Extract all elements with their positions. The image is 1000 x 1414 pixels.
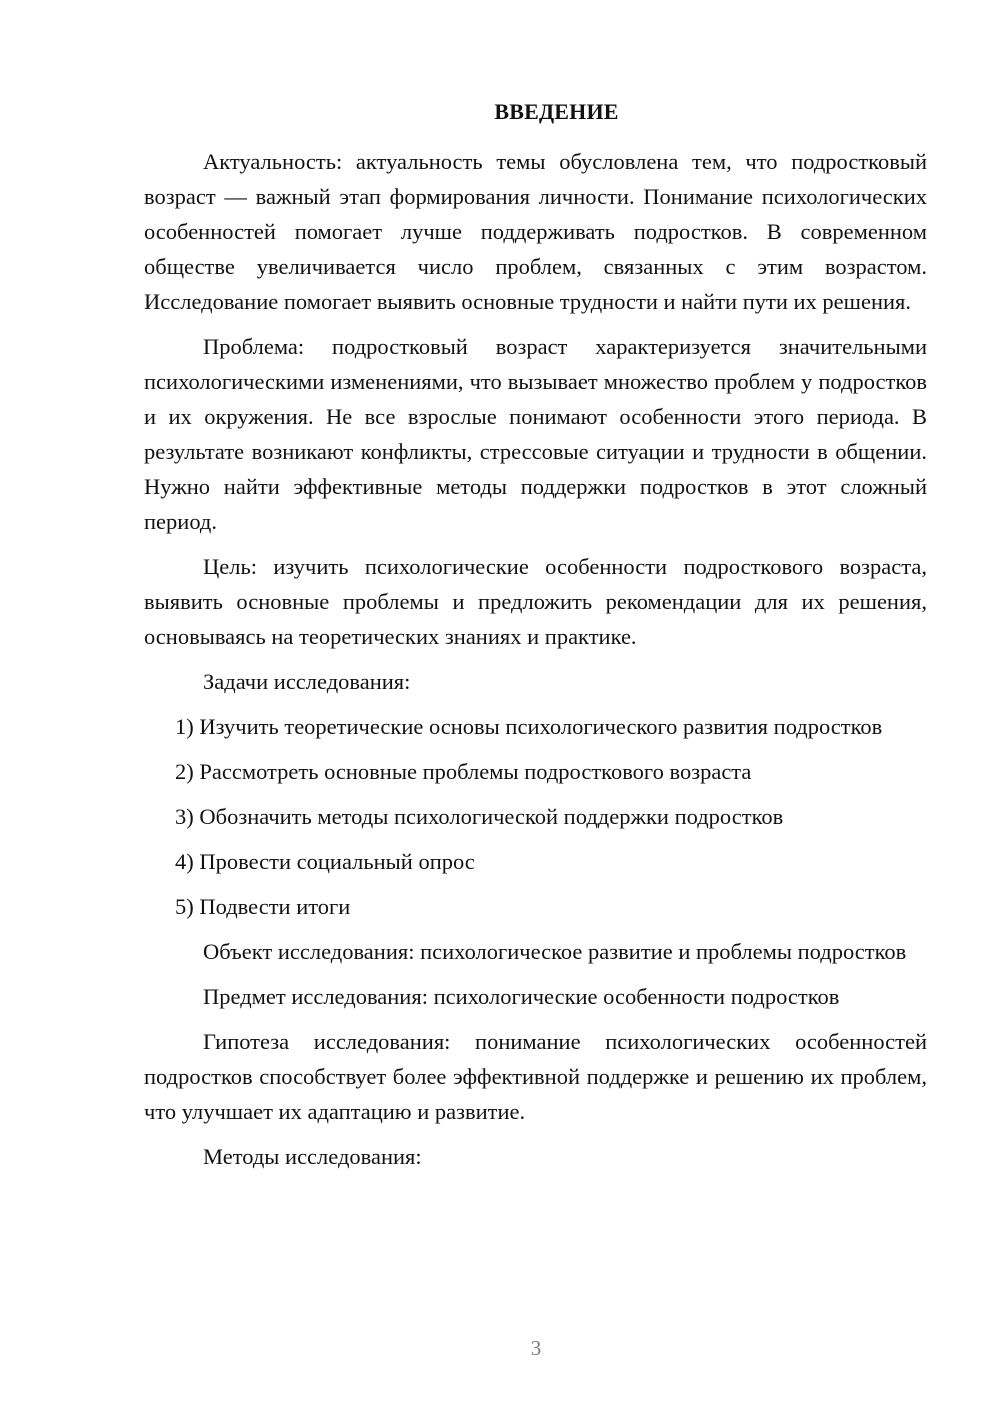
task-item-4: 4) Провести социальный опрос [175,849,475,874]
paragraph-problem: Проблема: подростковый возраст характеризуется значительными психологическими изменениями, что вызывает множество проблем у подростков и их окружения. Не все взрослые понимают особенности этого периода. В результате возникают конфликты, стрессовые ситуации и трудности в общении. Нужно найти эффективные методы поддержки подростков в этот сложный период. [144,334,927,534]
task-item-1: 1) Изучить теоретические основы психологического развития подростков [175,714,883,739]
paragraph-goal: Цель: изучить психологические особенности подросткового возраста, выявить основные проблемы и предложить рекомендации для их решения, основываясь на теоретических знаниях и практике. [144,554,927,649]
task-item-2: 2) Рассмотреть основные проблемы подросткового возраста [175,759,752,784]
page-content [144,90,927,1184]
task-item-3: 3) Обозначить методы психологической поддержки подростков [175,804,784,829]
tasks-title: Задачи исследования: [203,669,411,694]
section-heading: ВВЕДЕНИЕ [494,99,619,124]
task-item-5: 5) Подвести итоги [175,894,351,919]
paragraph-hypothesis: Гипотеза исследования: понимание психологических особенностей подростков способствует более эффективной поддержке и решению их проблем, что улучшает их адаптацию и развитие. [144,1029,927,1124]
page-number: 3 [530,1336,542,1360]
tasks-list [144,709,927,924]
paragraph-subject: Предмет исследования: психологические особенности подростков [203,984,840,1009]
paragraph-relevance: Актуальность: актуальность темы обусловлена тем, что подростковый возраст — важный этап формирования личности. Понимание психологических особенностей помогает лучше поддерживать подростков. В современном обществе увеличивается число проблем, связанных с этим возрастом. Исследование помогает выявить основные трудности и найти пути их решения. [144,149,927,314]
methods-title: Методы исследования: [203,1144,422,1169]
paragraph-object: Объект исследования: психологическое развитие и проблемы подростков [203,939,907,964]
